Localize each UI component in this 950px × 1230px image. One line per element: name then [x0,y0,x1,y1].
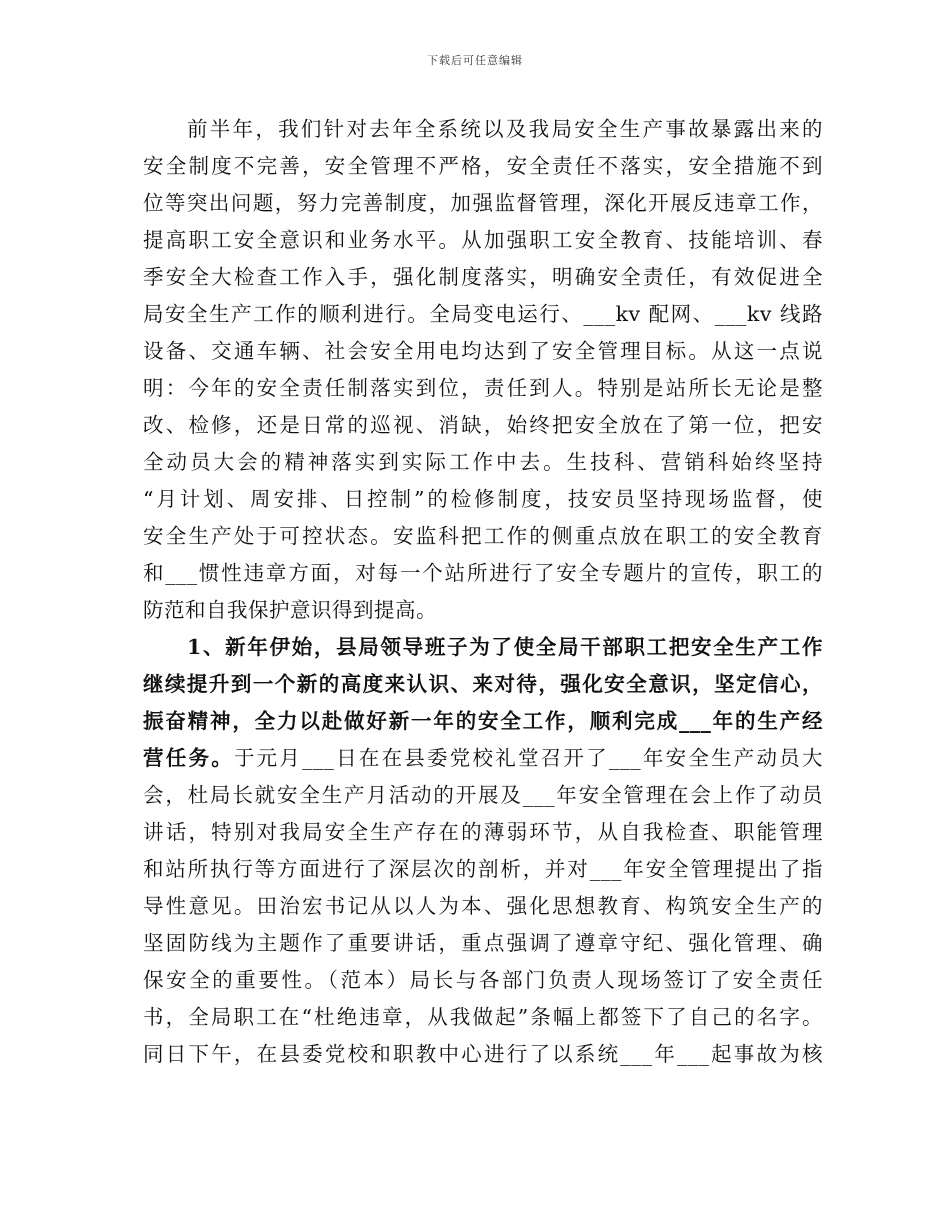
text-line: 讲话，特别对我局安全生产存在的薄弱环节，从自我检查、职能管理 [143,820,823,844]
text-line: 安全生产处于可控状态。安监科把工作的侧重点放在职工的安全教育 [143,524,823,548]
text-line: 防范和自我保护意识得到提高。 [143,598,437,622]
text-line: 设备、交通车辆、社会安全用电均达到了安全管理目标。从这一点说 [143,339,823,363]
text-line: 提高职工安全意识和业务水平。从加强职工安全教育、技能培训、春 [143,228,823,252]
bold-text-line: 继续提升到一个新的高度来认识、来对待，强化安全意识，坚定信心， [143,672,823,696]
paragraph-1 [143,111,823,629]
page-header-note: 下载后可任意编辑 [427,54,523,67]
text-line: 前半年，我们针对去年全系统以及我局安全生产事故暴露出来的 [187,117,823,141]
text-line: 安全制度不完善，安全管理不严格，安全责任不落实，安全措施不到 [143,154,823,178]
mixed-text-line [143,740,823,777]
text-line: “月计划、周安排、日控制”的检修制度，技安员坚持现场监督，使 [143,487,823,511]
text-line: 和___惯性违章方面，对每一个站所进行了安全专题片的宣传，职工的 [143,561,823,585]
text-line: 导性意见。田治宏书记从以人为本、强化思想教育、构筑安全生产的 [143,894,823,918]
text-line: 季安全大检查工作入手，强化制度落实，明确安全责任，有效促进全 [143,265,823,289]
text-line: 坚固防线为主题作了重要讲话，重点强调了遵章守纪、强化管理、确 [143,931,823,955]
text-line: 改、检修，还是日常的巡视、消缺，始终把安全放在了第一位，把安 [143,413,823,437]
text-line: 全动员大会的精神落实到实际工作中去。生技科、营销科始终坚持 [143,450,823,474]
text-line: 书，全局职工在“杜绝违章，从我做起”条幅上都签下了自己的名字。 [143,1005,823,1029]
bold-text-line: 1、新年伊始，县局领导班子为了使全局干部职工把安全生产工作 [187,635,823,659]
text-line: 会，杜局长就安全生产月活动的开展及___年安全管理在会上作了动员 [143,783,823,807]
bold-text-line: 振奋精神，全力以赴做好新一年的安全工作，顺利完成___年的生产经 [143,709,823,733]
paragraph-2 [143,629,823,1073]
text-line: 局安全生产工作的顺利进行。全局变电运行、___kv 配网、___kv 线路 [143,302,823,326]
text-line: 明：今年的安全责任制落实到位，责任到人。特别是站所长无论是整 [143,376,823,400]
bold-text-segment: 营任务。 [143,746,234,770]
document-body [143,111,823,1073]
text-line: 同日下午，在县委党校和职教中心进行了以系统___年___起事故为核 [143,1042,823,1066]
text-line: 和站所执行等方面进行了深层次的剖析，并对___年安全管理提出了指 [143,857,823,881]
text-line: 位等突出问题，努力完善制度，加强监督管理，深化开展反违章工作， [143,191,823,215]
text-segment: 于元月___日在在县委党校礼堂召开了___年安全生产动员大 [233,746,824,770]
text-line: 保安全的重要性。（范本）局长与各部门负责人现场签订了安全责任 [143,968,823,992]
